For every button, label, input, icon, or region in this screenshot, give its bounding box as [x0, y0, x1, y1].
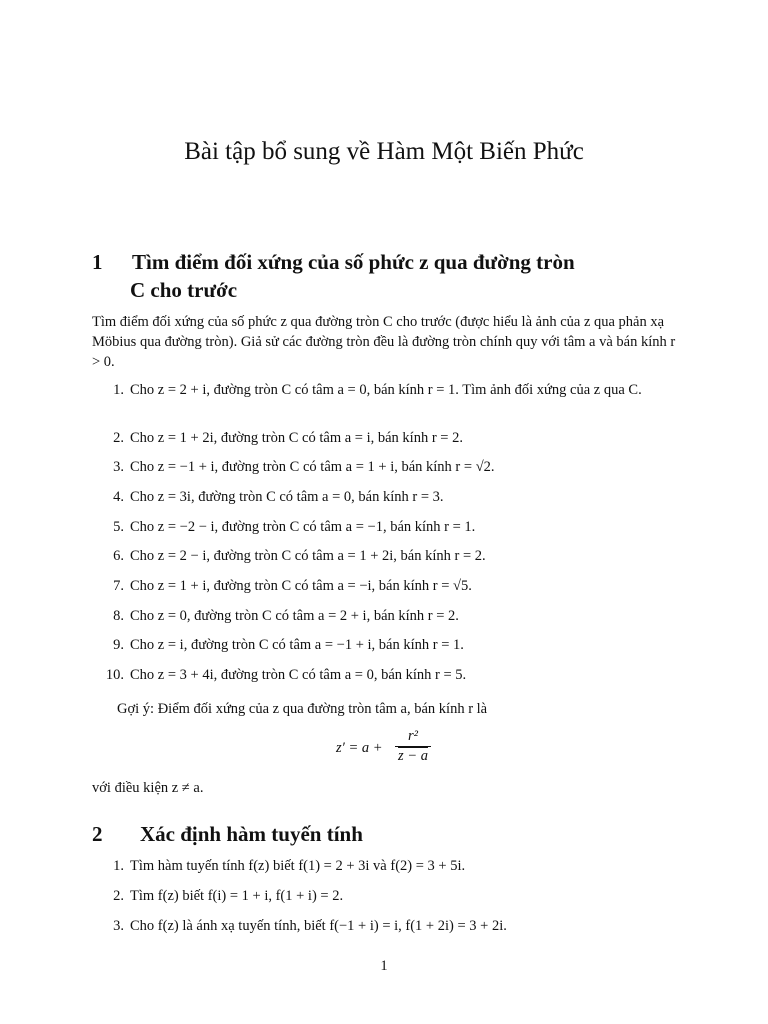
section-1-intro: Tìm điểm đối xứng của số phức z qua đường tròn C cho trước (được hiểu là ảnh của z qua phản xạ Möbius qua đường tròn). Giả sử các đường tròn đều là đường tròn chính quy với tâm a và bán kính r > 0. [92, 314, 676, 370]
formula-fraction [395, 728, 431, 765]
list-item: 7. Cho z = 1 + i, đường tròn C có tâm a = −i, bán kính r = √5. [113, 578, 472, 594]
section-2-heading-text: Xác định hàm tuyến tính [140, 822, 363, 846]
list-item: 2. Cho z = 1 + 2i, đường tròn C có tâm a = i, bán kính r = 2. [113, 430, 463, 446]
hint-text: Gợi ý: Điểm đối xứng của z qua đường tròn tâm a, bán kính r là [117, 701, 488, 717]
formula-numerator: r² [408, 728, 418, 744]
reflection-formula [0, 728, 768, 772]
list-item: 1. Tìm hàm tuyến tính f(z) biết f(1) = 2 + 3i và f(2) = 3 + 5i. [113, 858, 466, 874]
page-number: 1 [380, 958, 388, 974]
section-1-heading-line2: C cho trước [130, 278, 238, 302]
list-item: 3. Cho f(z) là ánh xạ tuyến tính, biết f(−1 + i) = i, f(1 + 2i) = 3 + 2i. [113, 918, 507, 934]
formula-lhs: z′ = a + [336, 740, 383, 756]
list-item: 6. Cho z = 2 − i, đường tròn C có tâm a = 1 + 2i, bán kính r = 2. [113, 548, 486, 564]
section-1-number: 1 [92, 250, 103, 274]
condition-text: với điều kiện z ≠ a. [92, 780, 204, 796]
section-1-heading [92, 248, 692, 304]
document-title: Bài tập bổ sung về Hàm Một Biến Phức [184, 138, 584, 165]
list-item: 5. Cho z = −2 − i, đường tròn C có tâm a = −1, bán kính r = 1. [113, 519, 476, 535]
list-item: 8. Cho z = 0, đường tròn C có tâm a = 2 + i, bán kính r = 2. [113, 608, 459, 624]
list-item: 3. Cho z = −1 + i, đường tròn C có tâm a = 1 + i, bán kính r = √2. [113, 459, 495, 475]
list-item: 9. Cho z = i, đường tròn C có tâm a = −1 + i, bán kính r = 1. [113, 637, 464, 653]
list-item: 4. Cho z = 3i, đường tròn C có tâm a = 0, bán kính r = 3. [113, 489, 444, 505]
list-item: 10. Cho z = 3 + 4i, đường tròn C có tâm a = 0, bán kính r = 5. [105, 667, 467, 683]
list-item: 1. Cho z = 2 + i, đường tròn C có tâm a = 0, bán kính r = 1. Tìm ảnh đối xứng của z qua C. [113, 382, 642, 398]
section-2-heading [92, 820, 692, 848]
section-2-number: 2 [92, 822, 103, 846]
formula-denominator: z − a [395, 746, 431, 765]
section-1-heading-line1: Tìm điểm đối xứng của số phức z qua đường tròn [132, 250, 575, 274]
list-item: 2. Tìm f(z) biết f(i) = 1 + i, f(1 + i) = 2. [113, 888, 344, 904]
